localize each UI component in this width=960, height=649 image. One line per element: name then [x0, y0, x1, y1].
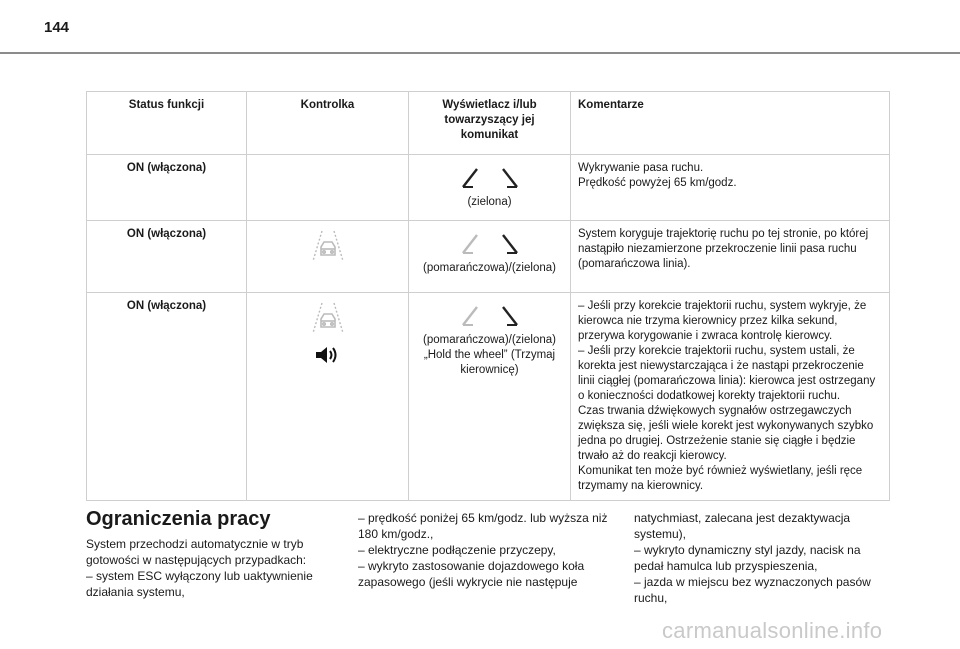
- watermark: carmanualsonline.info: [662, 618, 883, 643]
- table-row: [87, 293, 890, 501]
- table-row: [87, 221, 890, 293]
- status-cell: ON (włączona): [87, 293, 247, 501]
- lane-assist-warning-icon: [308, 301, 348, 335]
- lane-lines-icon: [459, 305, 521, 327]
- text-column-1: System przechodzi automatycznie w tryb gotowości w następujących przypadkach: – system ESC wyłączony lub uaktywnienie działania systemu,: [86, 537, 313, 599]
- header-divider: [0, 52, 960, 54]
- header-status: Status funkcji: [87, 92, 247, 155]
- page-number: 144: [44, 19, 70, 36]
- control-cell: [247, 221, 409, 293]
- header-comments: Komentarze: [571, 92, 890, 155]
- header-control: Kontrolka: [247, 92, 409, 155]
- display-cell: [409, 221, 571, 293]
- speaker-sound-icon: [314, 345, 342, 365]
- comment-cell: Wykrywanie pasa ruchu. Prędkość powyżej 65 km/godz.: [571, 155, 890, 221]
- display-cell: [409, 155, 571, 221]
- text-column-2: – prędkość poniżej 65 km/godz. lub wyższa niż 180 km/godz., – elektryczne podłączenie przyczepy, – wykryto zastosowanie dojazdowego koła zapasowego (jeśli wykrycie nie następuje: [358, 511, 608, 589]
- header-display: Wyświetlacz i/lub towarzyszący jej komunikat: [409, 92, 571, 155]
- display-caption: (zielona): [467, 196, 512, 208]
- comment-cell: System koryguje trajektorię ruchu po tej stronie, po której nastąpiło niezamierzone przekroczenie linii pasa ruchu (pomarańczowa linia).: [571, 221, 890, 293]
- status-cell: ON (włączona): [87, 155, 247, 221]
- control-cell: [247, 293, 409, 501]
- text-column-3: natychmiast, zalecana jest dezaktywacja systemu), – wykryto dynamiczny styl jazdy, nacisk na pedał hamulca lub przyspieszenia, – jazda w miejscu bez wyznaczonych pasów ruchu,: [634, 511, 871, 605]
- display-caption: (pomarańczowa)/(zielona) „Hold the wheel” (Trzymaj kierownicę): [423, 334, 556, 376]
- lane-assist-warning-icon: [308, 229, 348, 263]
- function-status-table: [86, 91, 890, 501]
- display-cell: [409, 293, 571, 501]
- comment-cell: – Jeśli przy korekcie trajektorii ruchu, system wykryje, że kierowca nie trzyma kierownicy przez kilka sekund, przerywa korygowanie i zwraca kontrolę kierowcy. – Jeśli przy korekcie trajektorii ruchu, system ustali, że korekta jest niewystarczająca i że nastąpi przekroczenie linii ciągłej (pomarańczowa linia): kierowca jest ostrzegany o konieczności dodatkowej korekty trajektorii ruchu. Czas trwania dźwiękowych sygnałów ostrzegawczych zwiększa się, jeśli wiele korekt jest wykonywanych szybko jedna po drugiej. Ostrzeżenie stanie się ciągłe i będzie trwało aż do reakcji kierowcy. Komunikat ten może być również wyświetlany, jeśli ręce trzymamy na kierownicy.: [571, 293, 890, 501]
- table-row: [87, 155, 890, 221]
- display-caption: (pomarańczowa)/(zielona): [423, 262, 556, 274]
- table-header-row: [87, 92, 890, 155]
- control-cell: [247, 155, 409, 221]
- lane-lines-icon: [459, 233, 521, 255]
- lane-lines-icon: [459, 167, 521, 189]
- status-cell: ON (włączona): [87, 221, 247, 293]
- section-title: Ograniczenia pracy: [86, 508, 271, 530]
